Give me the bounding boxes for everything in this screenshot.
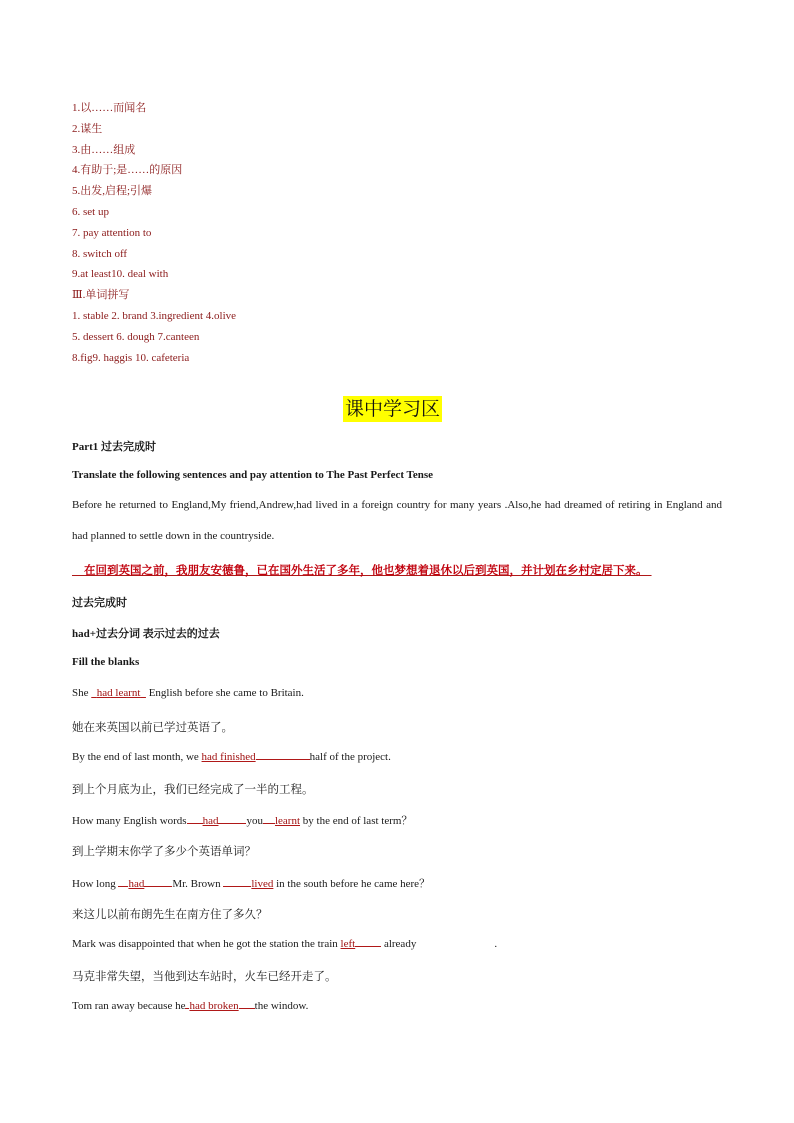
exercise-text: half of the project. [309,751,391,763]
exercise-text: Tom ran away because he [72,1000,186,1012]
exercise-text: She [72,687,92,699]
exercise-3 [72,812,412,828]
exercise-4-translation: 来这儿以前布朗先生在南方住了多久？ [72,907,268,921]
answer-line-8: 8. switch off [72,247,128,260]
exercise-text: the window. [254,1000,309,1012]
answer-line-6: 6. set up [72,205,109,218]
blank-line [218,814,246,824]
answer-blank: had [128,878,145,890]
exercise-3-translation: 到上学期末你学了多少个英语单词？ [72,844,256,858]
answer-line-2: 2.谋生 [72,122,103,135]
blank-line [187,814,203,824]
passage: Before he returned to England,My friend,Andrew,had lived in a foreign country for many years .Also,he had dreamed of retiring in England and had planned to settle down in the countryside. [72,499,722,542]
part1-heading: Part1 过去完成时 [72,441,157,453]
exercise-1-translation: 她在来英国以前已学过英语了。 [72,720,233,734]
instruction: Translate the following sentences and pay attention to The Past Perfect Tense [72,469,434,481]
blank-line [355,937,381,947]
exercise-6 [72,999,308,1012]
exercise-5-translation: 马克非常失望，当他到达车站时，火车已经开走了。 [72,969,337,983]
answer-line-spelling-3: 8.fig9. haggis 10. cafeteria [72,351,190,364]
answer-blank: left [340,938,356,950]
exercise-2 [72,750,391,763]
exercise-4 [72,875,430,891]
exercise-text: By the end of last month, we [72,751,202,763]
exercise-text: already [381,938,417,950]
tense-title: 过去完成时 [72,597,127,609]
answer-blank: learnt [274,815,301,827]
answer-line-4: 4.有助于;是……的原因 [72,164,183,177]
answer-blank: had broken [189,1000,239,1012]
answer-line-1: 1.以……而闻名 [72,102,147,114]
exercise-text: Mr. Brown [172,878,224,890]
fill-blanks-title: Fill the blanks [72,656,140,668]
answer-blank: lived [251,878,274,890]
exercise-text: Mark was disappointed that when he got the station the train [72,938,341,950]
tense-rule: had+过去分词 表示过去的过去 [72,628,220,640]
answer-line-5: 5.出发,启程;引爆 [72,185,153,198]
exercise-text: . [494,938,498,950]
blank-line [263,814,275,824]
answer-line-spelling-2: 5. dessert 6. dough 7.canteen [72,330,200,343]
exercise-2-translation: 到上个月底为止，我们已经完成了一半的工程。 [72,782,314,796]
blank-line [256,750,310,760]
answer-line-7: 7. pay attention to [72,226,152,239]
answer-line-9: 9.at least10. deal with [72,268,169,281]
exercise-text: by the end of last term？ [300,815,413,827]
exercise-text: How long [72,878,119,890]
answer-blank: had learnt [96,687,141,699]
answer-blank: had [202,815,219,827]
answer-line-spelling-1: 1. stable 2. brand 3.ingredient 4.olive [72,309,237,322]
answer-key [72,98,236,368]
blank-line [144,877,172,887]
blank-line [239,999,255,1009]
section-banner: 课中学习区 [345,398,441,420]
exercise-text: English before she came to Britain. [145,687,304,699]
blank-line [223,877,251,887]
exercise-5 [72,937,497,950]
exercise-1 [72,687,304,699]
exercise-text: you [246,815,263,827]
exercise-text: in the south before he came here？ [273,878,431,890]
translation-answer [72,562,652,578]
translation-text: 在回到英国之前，我朋友安德鲁，已在国外生活了多年，他也梦想着退休以后到英国，并计划在乡村定居下来。 [84,563,648,577]
exercise-text: How many English words [72,815,187,827]
blank-line [118,877,128,887]
answer-blank: had finished [201,751,256,763]
answer-line-3: 3.由……组成 [72,143,136,156]
section-heading-spelling: Ⅲ.单词拼写 [72,289,130,302]
